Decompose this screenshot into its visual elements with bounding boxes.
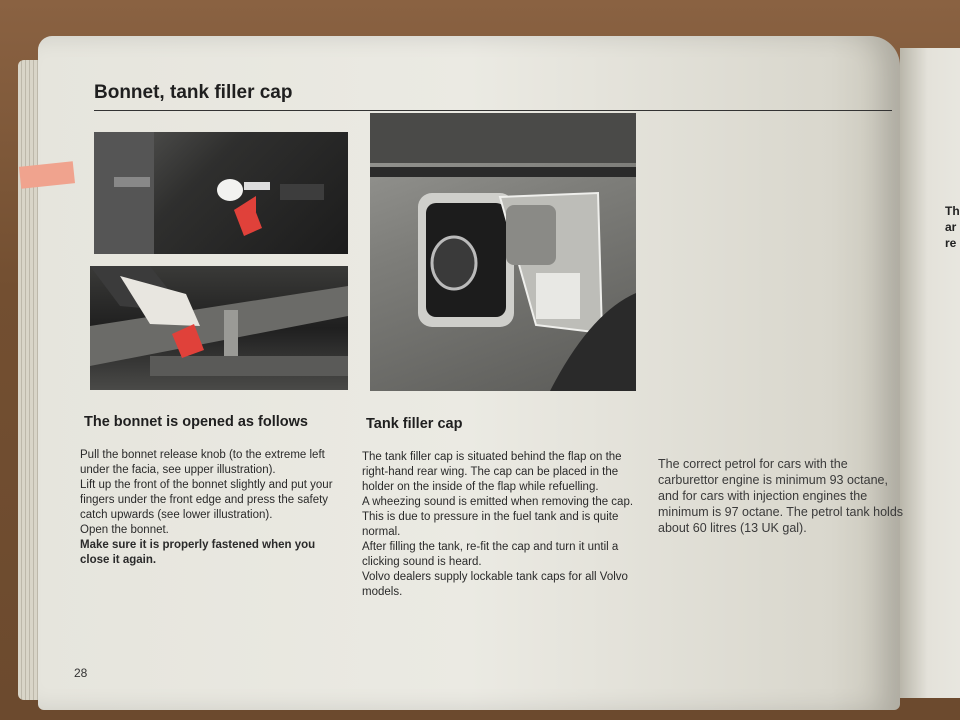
bonnet-step-2: Lift up the front of the bonnet slightly and put your fingers under the front edge and press the safety catch upwards (see lower illustration). [80, 479, 333, 521]
catch-spring [224, 310, 238, 356]
filler-neck [432, 237, 476, 289]
trim-line [370, 167, 636, 177]
tank-cap-instructions [362, 450, 638, 600]
tank-cap-para-4: Volvo dealers supply lockable tank caps for all Volvo models. [362, 571, 628, 598]
knob-bracket [244, 182, 270, 190]
tank-cap-para-1: The tank filler cap is situated behind the flap on the right-hand rear wing. The cap can be placed in the holder on the inside of the flap while refuelling. [362, 451, 622, 493]
tank-filler-illustration [370, 113, 636, 391]
bonnet-instructions [80, 448, 342, 568]
petrol-info-text: The correct petrol for cars with the carburettor engine is minimum 93 octane, and for cars with injection engines the minimum is 97 octane. The petrol tank holds about 60 litres (13 UK gal). [658, 457, 904, 535]
bonnet-step-1: Pull the bonnet release knob (to the extreme left under the facia, see upper illustration). [80, 449, 325, 476]
body-panel-top [370, 113, 636, 163]
tank-cap-para-3: After filling the tank, re-fit the cap and turn it until a clicking sound is heard. [362, 541, 619, 568]
facia-part [280, 184, 324, 200]
photo-tank-filler [370, 113, 636, 391]
bonnet-heading: The bonnet is opened as follows [84, 414, 308, 430]
fuel-label [536, 273, 580, 319]
tank-cap-heading: Tank filler cap [366, 416, 463, 432]
grille [150, 356, 348, 376]
facing-page-text: Th ar re [945, 204, 960, 250]
photo-release-knob [94, 132, 348, 254]
page-number: 28 [74, 666, 88, 680]
tank-cap-para-2: A wheezing sound is emitted when removing the cap. This is due to pressure in the fuel tank and is quite normal. [362, 496, 634, 538]
release-knob [217, 179, 243, 201]
title-divider [94, 110, 892, 111]
door-edge [94, 132, 154, 254]
petrol-info [658, 456, 910, 536]
tank-cap [506, 205, 556, 265]
facing-page [900, 48, 960, 698]
safety-catch-illustration [90, 266, 348, 390]
hinge-bar [114, 177, 150, 187]
bonnet-warning: Make sure it is properly fastened when you close it again. [80, 539, 316, 566]
photo-safety-catch [90, 266, 348, 390]
release-knob-illustration [94, 132, 348, 254]
page-title: Bonnet, tank filler cap [94, 82, 293, 103]
bonnet-step-3: Open the bonnet. [80, 524, 169, 536]
